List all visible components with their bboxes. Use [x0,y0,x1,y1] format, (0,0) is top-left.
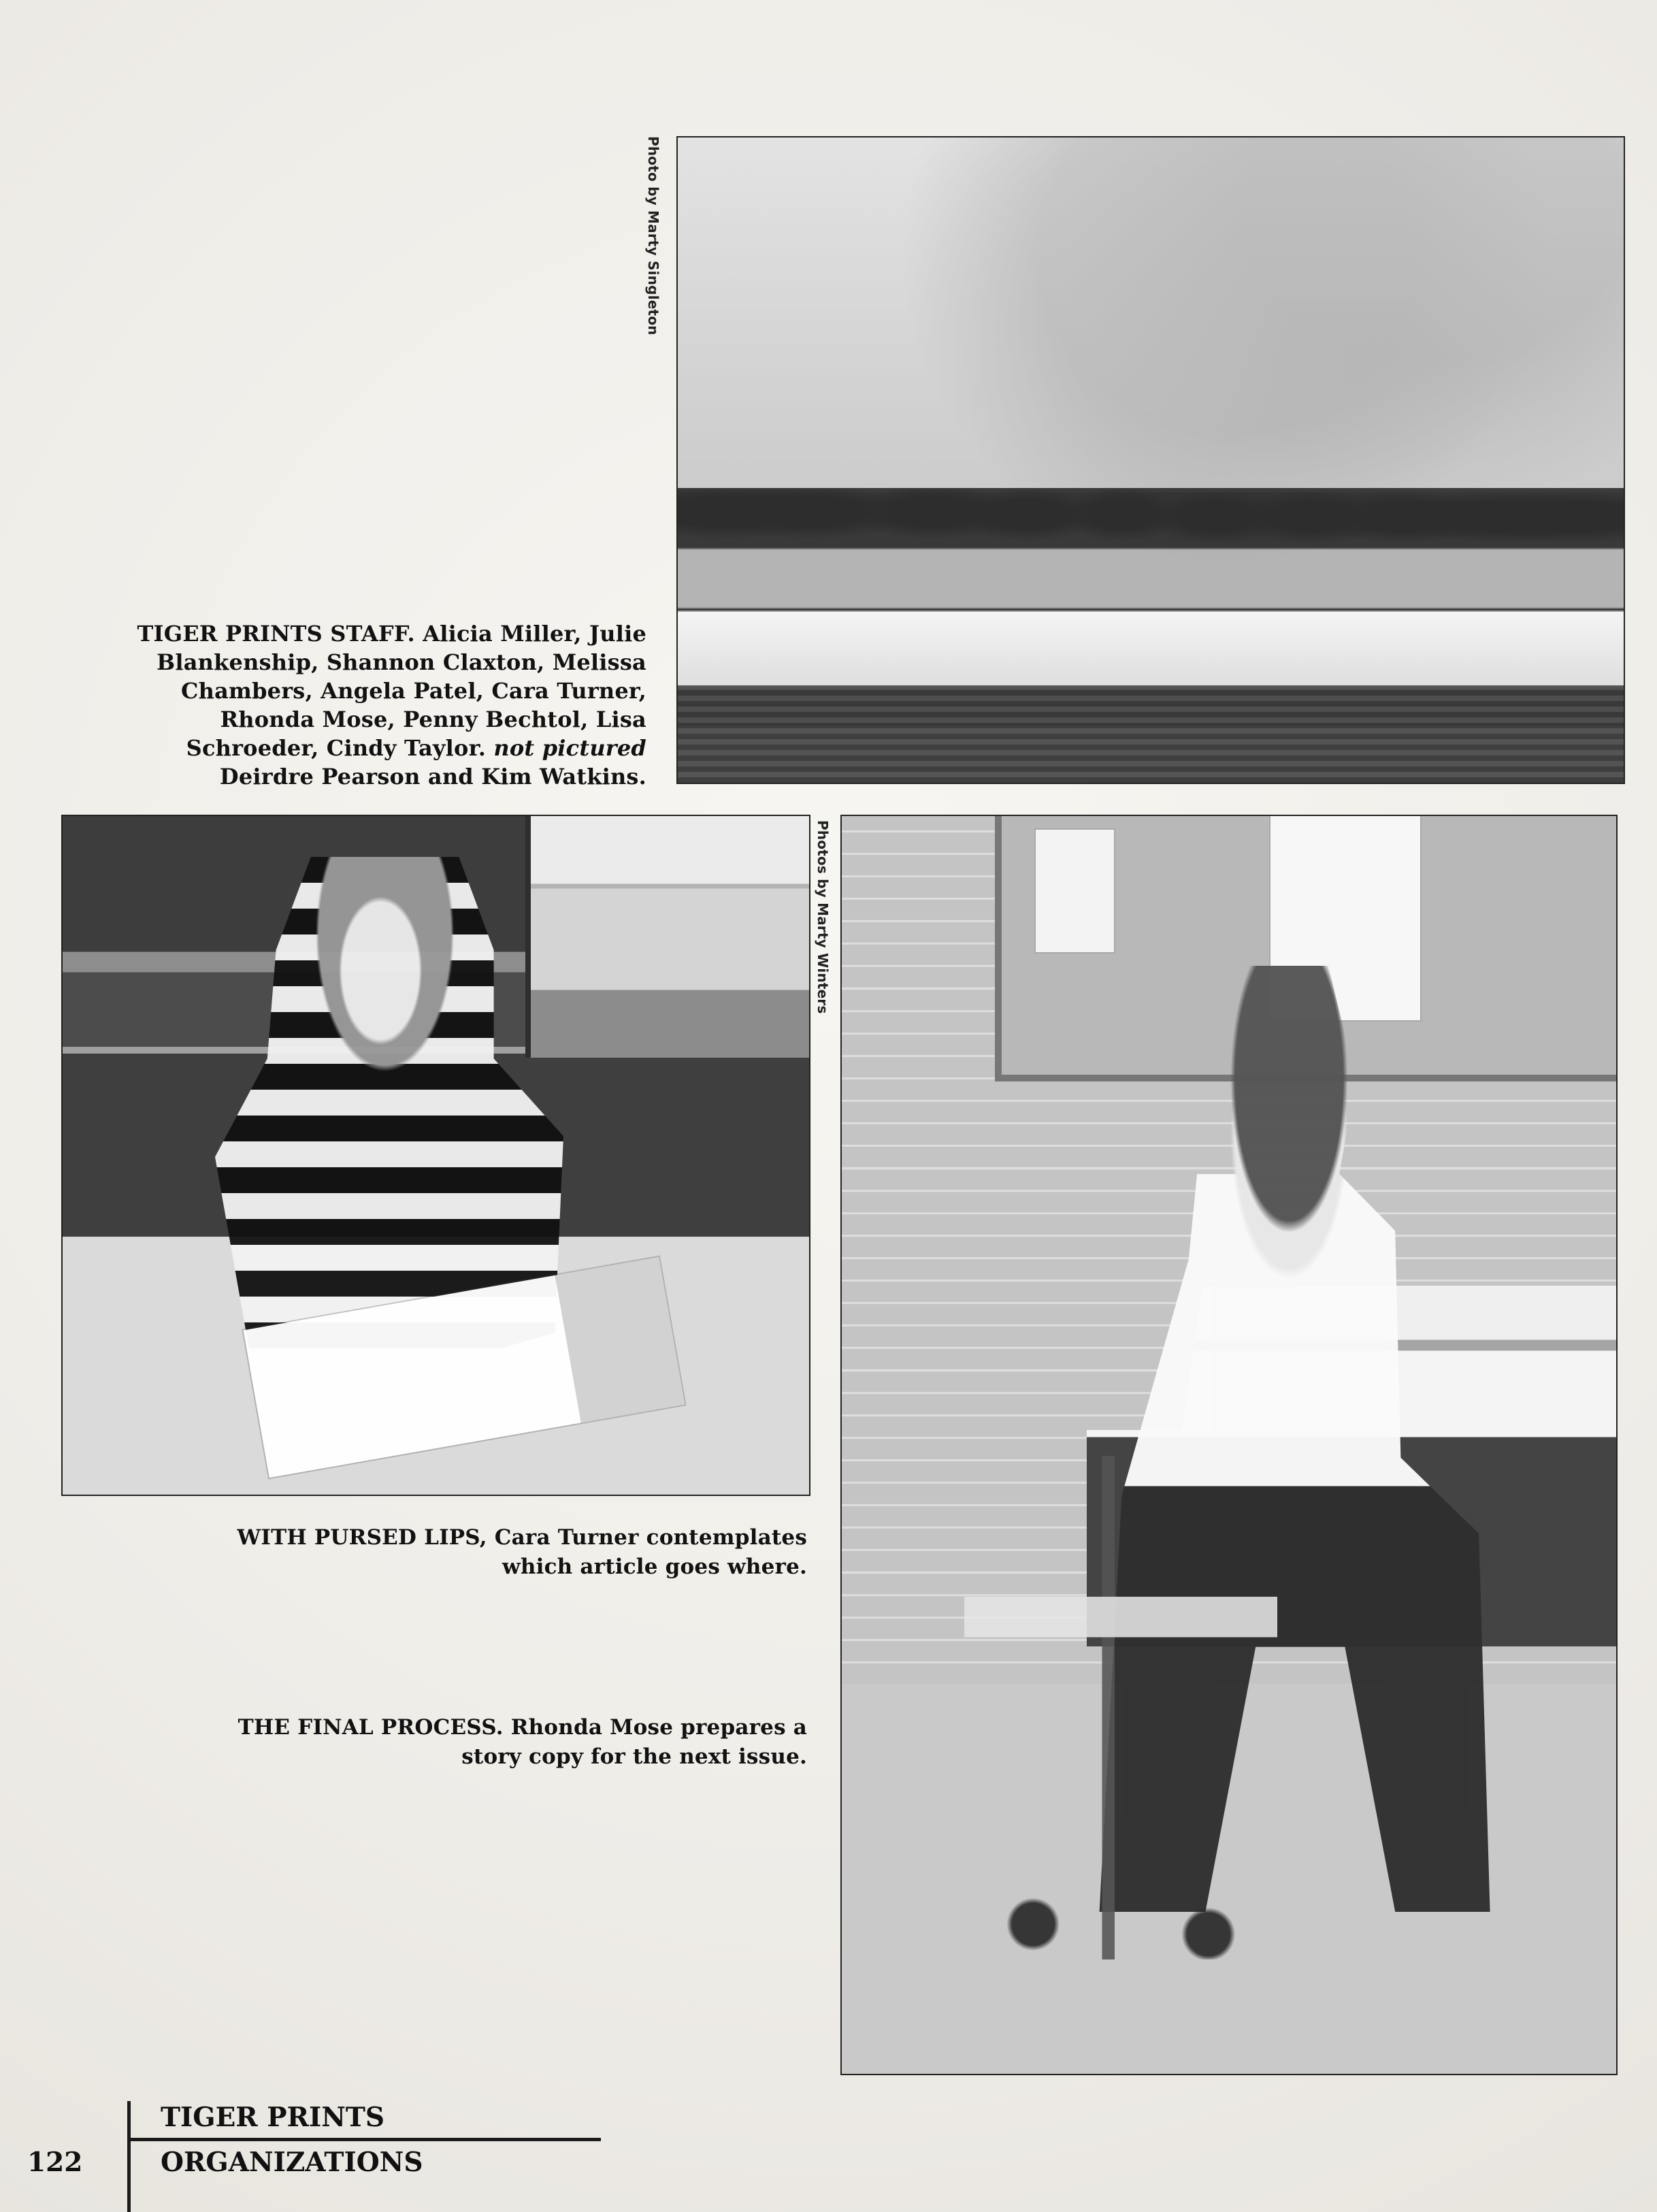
group-caption-lead: TIGER PRINTS STAFF. [137,621,415,647]
section-subtitle: ORGANIZATIONS [161,2147,423,2178]
tiger-prints-staff-photo [676,136,1625,784]
rhonda-caption-text: Rhonda Mose prepares a story copy for the next issue. [461,1715,807,1769]
cara-turner-photo [61,815,810,1496]
group-caption-not-pictured-names: Deirdre Pearson and Kim Watkins. [219,764,646,790]
footer-vertical-rule [127,2101,131,2212]
rhonda-mose-photo [840,815,1618,2075]
rhonda-caption-lead: THE FINAL PROCESS. [237,1715,504,1740]
group-caption-not-pictured-label: not pictured [493,735,646,761]
typing-photo-paper-left [1036,830,1114,952]
group-photo-brick-wall [678,685,1624,783]
group-caption-names: Alicia Miller, Julie Blankenship, Shannon Claxton, Melissa Chambers, Angela Patel, Cara Turner, Rhonda Mose, Penny Bechtol, Lisa Schroeder, Cindy Taylor. [157,621,646,761]
typing-photo-chair [964,1456,1277,1959]
photo-credit-winters: Photos by Marty Winters [815,820,831,1014]
page-number: 122 [27,2147,83,2178]
desk-photo-window [525,816,810,1058]
footer-horizontal-rule [127,2138,601,2141]
photo-credit-singleton: Photo by Marty Singleton [645,136,661,336]
tiger-prints-staff-caption [102,619,646,791]
group-photo-sky [678,137,1624,492]
rhonda-mose-caption [191,1713,807,1772]
cara-caption-text: Cara Turner contemplates which article goes where. [494,1525,807,1579]
cara-caption-lead: WITH PURSED LIPS, [237,1525,487,1550]
section-title: TIGER PRINTS [161,2102,385,2133]
cara-turner-caption [191,1523,807,1582]
group-photo-ledge [678,611,1624,688]
